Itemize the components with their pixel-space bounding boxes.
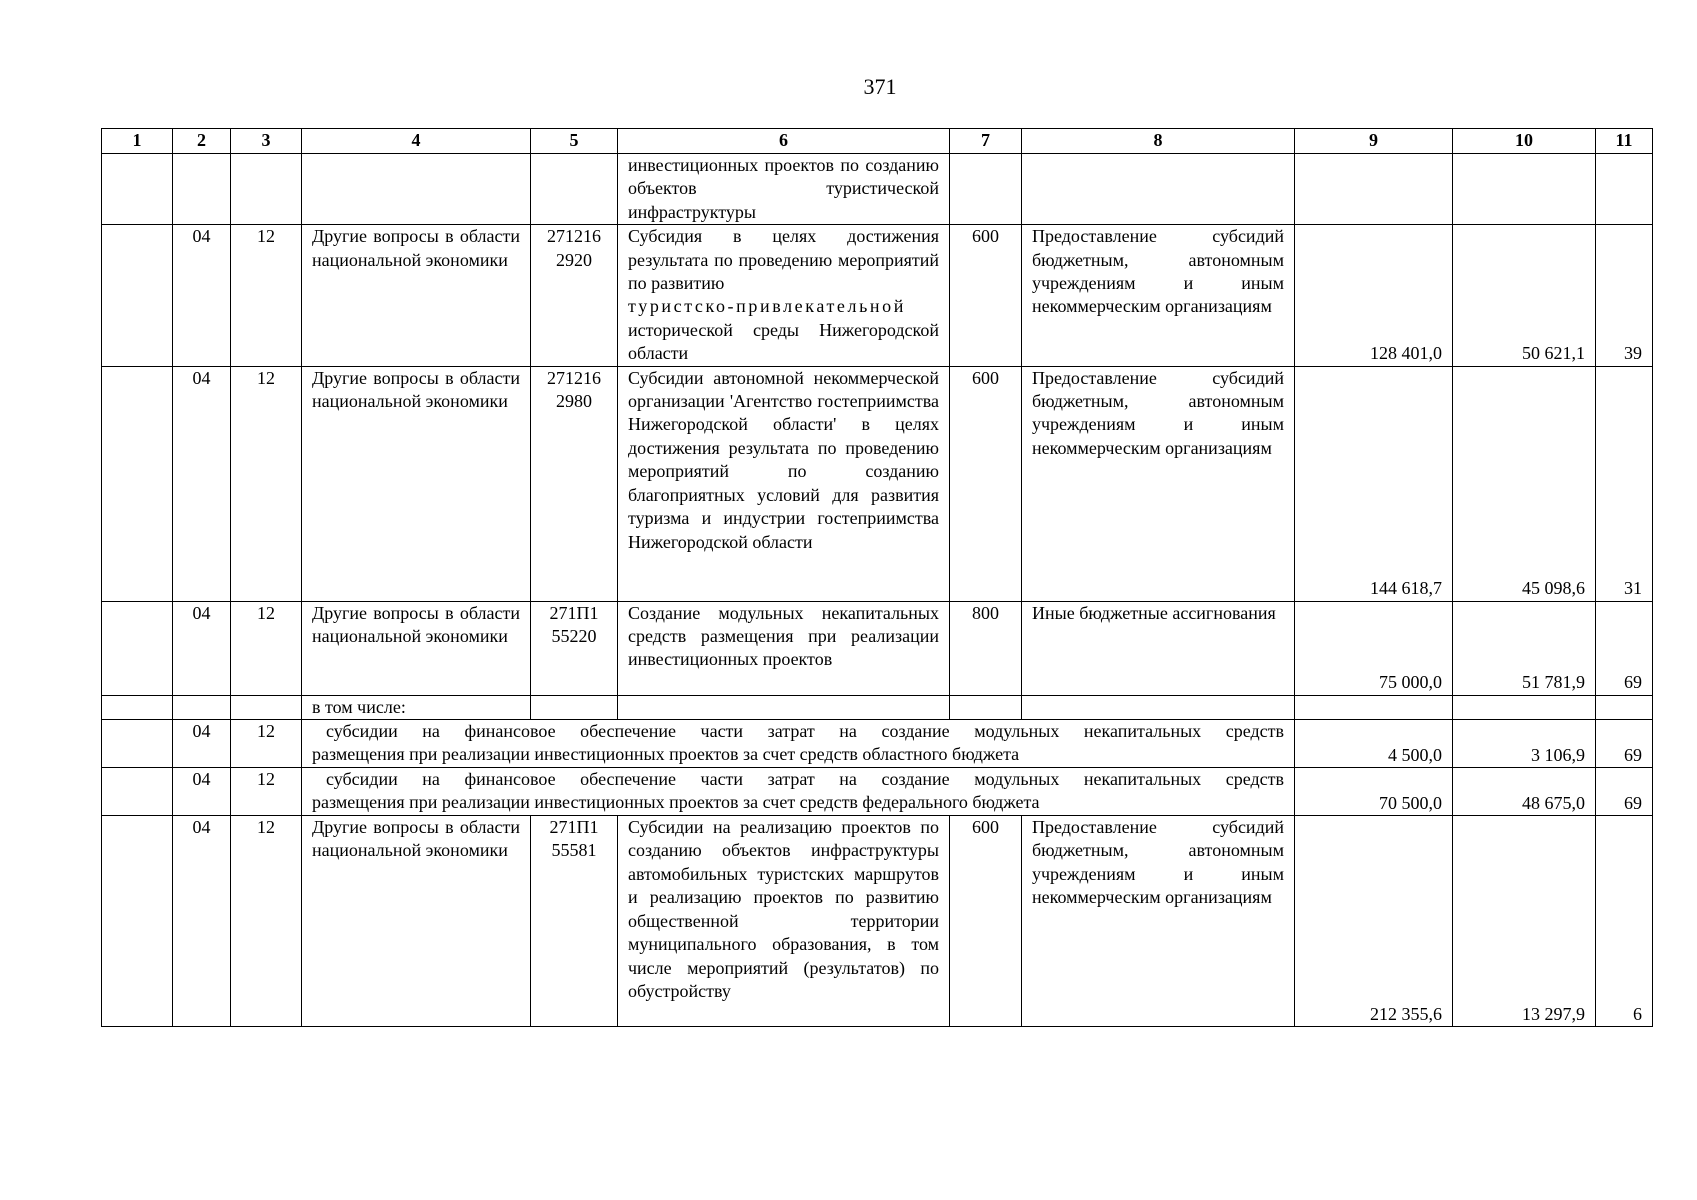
section-code: 04 <box>173 601 231 695</box>
col-header: 3 <box>231 129 302 154</box>
purpose-cell: Создание модульных некапитальных средств размещения при реализации инвестиционных проектов <box>618 601 950 695</box>
table-row <box>102 695 1653 719</box>
amount-actual: 50 621,1 <box>1453 225 1596 366</box>
amount-actual: 51 781,9 <box>1453 601 1596 695</box>
percent: 69 <box>1596 720 1653 768</box>
amount-plan: 128 401,0 <box>1295 225 1453 366</box>
percent: 69 <box>1596 768 1653 816</box>
section-code: 04 <box>173 720 231 768</box>
col-header: 7 <box>950 129 1022 154</box>
subtotal-label: в том числе: <box>302 695 531 719</box>
subsection-code: 12 <box>231 768 302 816</box>
budget-table <box>101 128 1653 1027</box>
expense-type-code: 600 <box>950 225 1022 366</box>
expense-type-code: 600 <box>950 816 1022 1027</box>
table-row <box>102 601 1653 695</box>
subsection-code: 12 <box>231 816 302 1027</box>
subsection-code: 12 <box>231 601 302 695</box>
target-code: 271216 2920 <box>531 225 618 366</box>
table-row <box>102 720 1653 768</box>
section-name: Другие вопросы в области национальной экономики <box>302 366 531 601</box>
table-row <box>102 154 1653 225</box>
target-code: 271П1 55581 <box>531 816 618 1027</box>
subsection-code: 12 <box>231 366 302 601</box>
expense-type-code: 600 <box>950 366 1022 601</box>
percent: 69 <box>1596 601 1653 695</box>
target-code: 271216 2980 <box>531 366 618 601</box>
amount-actual: 3 106,9 <box>1453 720 1596 768</box>
amount-actual: 48 675,0 <box>1453 768 1596 816</box>
section-code: 04 <box>173 225 231 366</box>
col-header: 11 <box>1596 129 1653 154</box>
purpose-cell: Субсидии на реализацию проектов по созданию объектов инфраструктуры автомобильных туристских маршрутов и реализацию проектов по развитию общественной территории муниципального образования, в том числе мероприятий (результатов) по обустройству <box>618 816 950 1027</box>
amount-actual: 13 297,9 <box>1453 816 1596 1027</box>
amount-plan: 70 500,0 <box>1295 768 1453 816</box>
amount-plan: 144 618,7 <box>1295 366 1453 601</box>
amount-actual: 45 098,6 <box>1453 366 1596 601</box>
expense-type-name: Предоставление субсидий бюджетным, автономным учреждениям и иным некоммерческим организациям <box>1022 225 1295 366</box>
expense-type-code: 800 <box>950 601 1022 695</box>
col-header: 5 <box>531 129 618 154</box>
subsection-code: 12 <box>231 225 302 366</box>
table-row <box>102 225 1653 366</box>
col-header: 2 <box>173 129 231 154</box>
subsidy-description: субсидии на финансовое обеспечение части затрат на создание модульных некапитальных средств размещения при реализации инвестиционных проектов за счет средств областного бюджета <box>302 720 1295 768</box>
purpose-cell: Субсидии автономной некоммерческой организации 'Агентство гостеприимства Нижегородской области' в целях достижения результата по проведению мероприятий по созданию благоприятных условий для развития туризма и индустрии гостеприимства Нижегородской области <box>618 366 950 601</box>
col-header: 9 <box>1295 129 1453 154</box>
col-header: 8 <box>1022 129 1295 154</box>
amount-plan: 4 500,0 <box>1295 720 1453 768</box>
section-name: Другие вопросы в области национальной экономики <box>302 816 531 1027</box>
amount-plan: 75 000,0 <box>1295 601 1453 695</box>
amount-plan: 212 355,6 <box>1295 816 1453 1027</box>
section-code: 04 <box>173 768 231 816</box>
page-number: 371 <box>863 74 897 99</box>
section-code: 04 <box>173 816 231 1027</box>
subsection-code: 12 <box>231 720 302 768</box>
section-name: Другие вопросы в области национальной экономики <box>302 601 531 695</box>
percent: 6 <box>1596 816 1653 1027</box>
col-header: 6 <box>618 129 950 154</box>
col-header: 4 <box>302 129 531 154</box>
table-row <box>102 768 1653 816</box>
section-name: Другие вопросы в области национальной экономики <box>302 225 531 366</box>
purpose-cell: Субсидия в целях достижения результата по проведению мероприятий по развитию туристско-привлекательной исторической среды Нижегородской области <box>618 225 950 366</box>
percent: 31 <box>1596 366 1653 601</box>
purpose-cell: инвестиционных проектов по созданию объектов туристической инфраструктуры <box>618 154 950 225</box>
header-row <box>102 129 1653 154</box>
table-row <box>102 816 1653 1027</box>
target-code: 271П1 55220 <box>531 601 618 695</box>
subsidy-description: субсидии на финансовое обеспечение части затрат на создание модульных некапитальных средств размещения при реализации инвестиционных проектов за счет средств федерального бюджета <box>302 768 1295 816</box>
expense-type-name: Предоставление субсидий бюджетным, автономным учреждениям и иным некоммерческим организациям <box>1022 816 1295 1027</box>
expense-type-name: Иные бюджетные ассигнования <box>1022 601 1295 695</box>
percent: 39 <box>1596 225 1653 366</box>
col-header: 10 <box>1453 129 1596 154</box>
section-code: 04 <box>173 366 231 601</box>
table-row <box>102 366 1653 601</box>
expense-type-name: Предоставление субсидий бюджетным, автономным учреждениям и иным некоммерческим организациям <box>1022 366 1295 601</box>
col-header: 1 <box>102 129 173 154</box>
